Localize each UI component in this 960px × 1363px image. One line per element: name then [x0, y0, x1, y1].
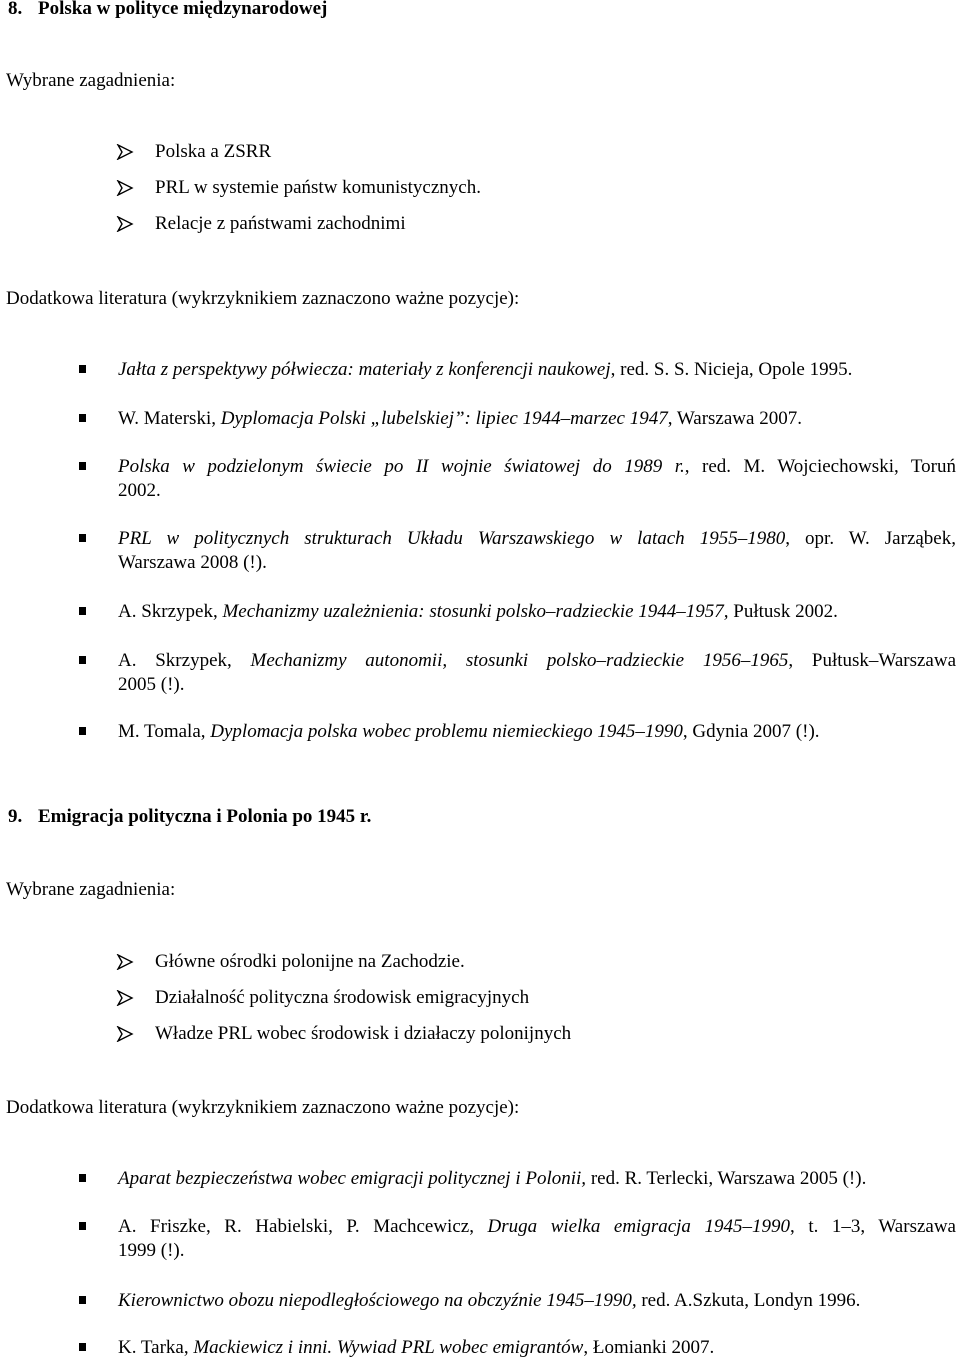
literature-text: M. Tomala, — [118, 721, 211, 742]
topic-text: Władze PRL wobec środowisk i działaczy polonijnych — [155, 1023, 572, 1044]
literature-item — [118, 407, 956, 431]
square-bullet-icon — [79, 1174, 86, 1182]
literature-item — [118, 358, 956, 382]
literature-text: , Łomianki 2007. — [583, 1337, 715, 1358]
square-bullet-icon — [79, 534, 86, 542]
literature-line-continuation: 2002. — [118, 480, 161, 501]
square-bullet-icon — [79, 1343, 86, 1351]
literature-line — [118, 600, 956, 624]
arrow-right-icon — [116, 954, 134, 970]
topic-text: Główne ośrodki polonijne na Zachodzie. — [155, 951, 465, 972]
literature-line-continuation: Warszawa 2008 (!). — [118, 552, 267, 573]
literature-text: , red. M. Wojciechowski, Toruń — [684, 456, 956, 477]
literature-text: red. A.Szkuta, Londyn 1996. — [636, 1290, 861, 1311]
section-title: Emigracja polityczna i Polonia po 1945 r. — [38, 806, 372, 827]
literature-text: , Pułtusk–Warszawa — [788, 650, 956, 671]
literature-title-text: Mackiewicz i inni. Wywiad PRL wobec emigrantów — [193, 1337, 584, 1358]
literature-text: , Warszawa 2007. — [667, 408, 802, 429]
section-number: 9. — [8, 806, 23, 827]
literature-line — [118, 527, 956, 551]
literature-label: Dodatkowa literatura (wykrzyknikiem zaznaczono ważne pozycje): — [6, 1097, 520, 1118]
literature-text: , Gdynia 2007 (!). — [682, 721, 820, 742]
literature-text: A. Skrzypek, — [118, 601, 223, 622]
literature-item — [118, 1336, 956, 1360]
literature-item — [118, 455, 956, 503]
square-bullet-icon — [79, 365, 86, 373]
literature-text: Pułtusk 2002. — [728, 601, 838, 622]
literature-title-text: Kierownictwo obozu niepodległościowego na obczyźnie 1945–1990, — [118, 1290, 637, 1311]
section-heading — [8, 0, 327, 20]
literature-line — [118, 358, 956, 382]
square-bullet-icon — [79, 414, 86, 422]
topics-label: Wybrane zagadnienia: — [6, 879, 176, 900]
literature-text: red. R. Terlecki, Warszawa 2005 (!). — [586, 1168, 867, 1189]
section-title: Polska w polityce międzynarodowej — [38, 0, 328, 19]
literature-line — [118, 1167, 956, 1191]
literature-title-text: Mechanizmy autonomii, stosunki polsko–radzieckie 1956–1965 — [250, 650, 789, 671]
topic-text: PRL w systemie państw komunistycznych. — [155, 177, 481, 198]
topic-text: Polska a ZSRR — [155, 141, 272, 162]
literature-text: W. Materski, — [118, 408, 221, 429]
square-bullet-icon — [79, 656, 86, 664]
arrow-right-icon — [116, 216, 134, 232]
topic-text: Relacje z państwami zachodnimi — [155, 213, 406, 234]
literature-line — [118, 1215, 956, 1239]
literature-text: A. Friszke, R. Habielski, P. Machcewicz, — [118, 1216, 488, 1237]
literature-item — [118, 1215, 956, 1263]
literature-line — [118, 720, 956, 744]
literature-line-continuation: 2005 (!). — [118, 674, 185, 695]
arrow-right-icon — [116, 180, 134, 196]
literature-text: A. Skrzypek, — [118, 650, 251, 671]
literature-title-text: Dyplomacja polska wobec problemu niemieckiego 1945–1990 — [210, 721, 683, 742]
literature-title-text: PRL w politycznych strukturach Układu Warszawskiego w latach 1955–1980 — [118, 528, 786, 549]
literature-label: Dodatkowa literatura (wykrzyknikiem zaznaczono ważne pozycje): — [6, 288, 520, 309]
literature-text: , opr. W. Jarząbek, — [785, 528, 956, 549]
literature-item — [118, 720, 956, 744]
literature-line — [118, 1336, 956, 1360]
section-heading — [8, 806, 371, 828]
literature-title-text: Polska w podzielonym świecie po II wojnie światowej do 1989 r. — [118, 456, 685, 477]
square-bullet-icon — [79, 1222, 86, 1230]
literature-title-text: Druga wielka emigracja 1945–1990 — [487, 1216, 790, 1237]
literature-line — [118, 649, 956, 673]
arrow-right-icon — [116, 990, 134, 1006]
square-bullet-icon — [79, 727, 86, 735]
literature-item — [118, 600, 956, 624]
literature-item — [118, 649, 956, 697]
topic-text: Działalność polityczna środowisk emigracyjnych — [155, 987, 530, 1008]
literature-item — [118, 1167, 956, 1191]
literature-title-text: Jałta z perspektywy półwiecza: materiały z konferencji naukowej — [118, 359, 611, 380]
literature-text: , t. 1–3, Warszawa — [790, 1216, 956, 1237]
literature-line-continuation: 1999 (!). — [118, 1240, 185, 1261]
arrow-right-icon — [116, 144, 134, 160]
arrow-right-icon — [116, 1026, 134, 1042]
section-number: 8. — [8, 0, 23, 19]
literature-line — [118, 407, 956, 431]
literature-title-text: Dyplomacja Polski „lubelskiej”: lipiec 1944–marzec 1947 — [220, 408, 668, 429]
literature-text: , red. S. S. Nicieja, Opole 1995. — [610, 359, 853, 380]
literature-item — [118, 527, 956, 575]
topics-label: Wybrane zagadnienia: — [6, 70, 176, 91]
literature-item — [118, 1289, 956, 1313]
square-bullet-icon — [79, 1296, 86, 1304]
square-bullet-icon — [79, 462, 86, 470]
literature-text: K. Tarka, — [118, 1337, 194, 1358]
square-bullet-icon — [79, 607, 86, 615]
literature-line — [118, 455, 956, 479]
literature-title-text: Mechanizmy uzależnienia: stosunki polsko–radzieckie 1944–1957, — [222, 601, 729, 622]
literature-title-text: Aparat bezpieczeństwa wobec emigracji politycznej i Polonii, — [118, 1168, 587, 1189]
literature-line — [118, 1289, 956, 1313]
